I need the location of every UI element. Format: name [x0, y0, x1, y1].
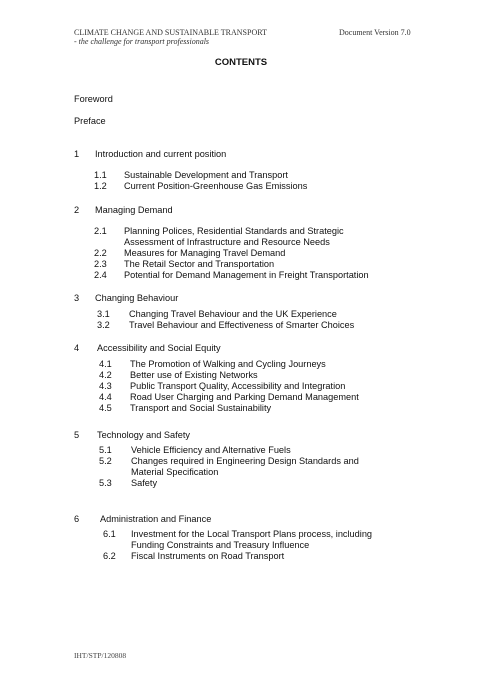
section-number: 1	[74, 149, 80, 159]
subsection-title: Travel Behaviour and Effectiveness of Smarter Choices	[129, 320, 355, 330]
section-title: Introduction and current position	[95, 149, 227, 159]
subsection-title: Changes required in Engineering Design Standards and	[131, 456, 359, 466]
subsection-title: Current Position-Greenhouse Gas Emissions	[124, 181, 308, 191]
subsection-number: 2.3	[94, 259, 107, 269]
subsection-title: Vehicle Efficiency and Alternative Fuels	[131, 445, 291, 455]
subsection-number: 4.4	[99, 392, 112, 402]
subsection-title: Investment for the Local Transport Plans process, including	[131, 529, 373, 539]
subsection-title: Measures for Managing Travel Demand	[124, 248, 286, 258]
subsection-title: Assessment of Infrastructure and Resource Needs	[124, 237, 330, 247]
subsection-title: The Promotion of Walking and Cycling Journeys	[130, 359, 326, 369]
subsection-number: 3.2	[97, 320, 110, 330]
subsection-number: 4.2	[99, 370, 112, 380]
subsection-number: 2.4	[94, 270, 107, 280]
subsection-number: 5.3	[99, 478, 112, 488]
front-matter-item: Preface	[74, 116, 106, 126]
footer-reference: IHT/STP/120808	[74, 651, 127, 660]
section-number: 4	[74, 343, 80, 353]
front-matter-item: Foreword	[74, 94, 113, 104]
section-title: Administration and Finance	[100, 514, 212, 524]
section-title: Technology and Safety	[97, 430, 190, 440]
subsection-number: 4.3	[99, 381, 112, 391]
section-title: Managing Demand	[95, 205, 173, 215]
subsection-title: Road User Charging and Parking Demand Management	[130, 392, 359, 402]
contents-title: CONTENTS	[214, 57, 268, 68]
subsection-title: Better use of Existing Networks	[130, 370, 258, 380]
subsection-number: 3.1	[97, 309, 110, 319]
subsection-number: 1.2	[94, 181, 107, 191]
subsection-title: Public Transport Quality, Accessibility and Integration	[130, 381, 346, 391]
subsection-title: Changing Travel Behaviour and the UK Experience	[129, 309, 337, 319]
header-title: CLIMATE CHANGE AND SUSTAINABLE TRANSPORT	[74, 28, 267, 37]
subsection-number: 6.1	[103, 529, 116, 539]
header-subtitle: - the challenge for transport professionals	[74, 37, 210, 46]
section-title: Changing Behaviour	[95, 293, 179, 303]
subsection-title: Sustainable Development and Transport	[124, 170, 288, 180]
subsection-number: 2.1	[94, 226, 107, 236]
document-version: Document Version 7.0	[339, 28, 411, 37]
subsection-number: 6.2	[103, 551, 116, 561]
subsection-title: Material Specification	[131, 467, 219, 477]
subsection-title: Transport and Social Sustainability	[130, 403, 272, 413]
subsection-number: 5.2	[99, 456, 112, 466]
subsection-title: The Retail Sector and Transportation	[124, 259, 275, 269]
section-number: 6	[74, 514, 80, 524]
subsection-number: 2.2	[94, 248, 107, 258]
section-number: 2	[74, 205, 80, 215]
subsection-title: Fiscal Instruments on Road Transport	[131, 551, 285, 561]
running-header	[74, 28, 267, 46]
subsection-title: Planning Polices, Residential Standards and Strategic	[124, 226, 344, 236]
section-number: 3	[74, 293, 80, 303]
section-title: Accessibility and Social Equity	[97, 343, 221, 353]
subsection-title: Potential for Demand Management in Freight Transportation	[124, 270, 369, 280]
subsection-number: 4.1	[99, 359, 112, 369]
subsection-number: 5.1	[99, 445, 112, 455]
section-number: 5	[74, 430, 80, 440]
subsection-title: Safety	[131, 478, 158, 488]
subsection-number: 1.1	[94, 170, 107, 180]
subsection-number: 4.5	[99, 403, 112, 413]
subsection-title: Funding Constraints and Treasury Influence	[131, 540, 310, 550]
